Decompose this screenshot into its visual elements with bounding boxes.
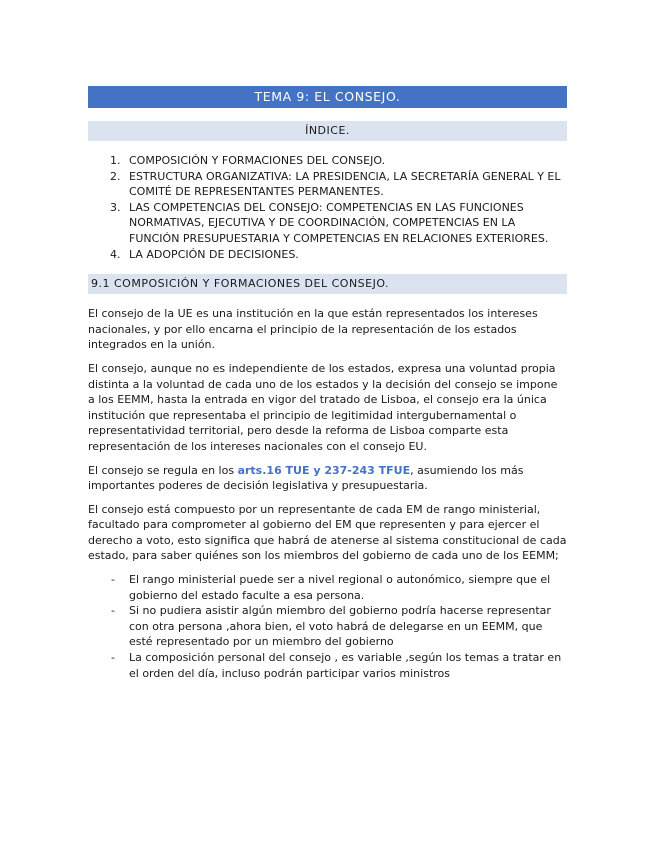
bullet-list [88, 572, 567, 681]
paragraph-text: , asumiendo los más importantes poderes de decisión legislativa y presupuestaria. [88, 463, 524, 493]
toc-item-text: COMPOSICIÓN Y FORMACIONES DEL CONSEJO. [129, 154, 386, 167]
toc-item-number: 2. [110, 169, 121, 183]
paragraph [88, 463, 567, 494]
paragraph: El consejo de la UE es una institución en la que están representados los intereses nacionales, y por ello encarna el principio de la representación de los estados integrados en la unión. [88, 307, 538, 352]
bullet-item [88, 650, 567, 681]
toc-item-text: LAS COMPETENCIAS DEL CONSEJO: COMPETENCIAS EN LAS FUNCIONES NORMATIVAS, EJECUTIVA Y DE COORDINACIÓN, COMPETENCIAS EN LA FUNCIÓN PRESUPUESTARIA Y COMPETENCIAS EN RELACIONES EXTERIORES. [129, 200, 549, 245]
bullet-item [88, 603, 567, 650]
bullet-item [88, 572, 567, 603]
bullet-text: La composición personal del consejo , es variable ,según los temas a tratar en el orden del día, incluso podrán participar varios ministros [129, 651, 562, 680]
legal-reference-link[interactable]: arts.16 TUE y 237-243 TFUE [237, 463, 411, 477]
document-title: TEMA 9: EL CONSEJO. [88, 86, 567, 108]
bullet-dash: - [111, 604, 115, 618]
toc-item-number: 1. [110, 154, 121, 167]
toc-item [88, 247, 567, 263]
toc-item-number: 3. [110, 200, 121, 214]
paragraph: El consejo, aunque no es independiente de los estados, expresa una voluntad propia distinta a la voluntad de cada uno de los estados y la decisión del consejo se impone a los EEMM, hasta la entrada en vigor del tratado de Lisboa, el consejo era la única institución que representaba el principio de legitimidad intergubernamental o representatividad territorial, pero desde la reforma de Lisboa comparte esta representación de los intereses nacionales con el consejo EU. [88, 361, 558, 453]
toc-item [88, 200, 567, 247]
toc-item [88, 169, 567, 200]
toc-item-number: 4. [110, 247, 121, 261]
index-heading: ÍNDICE. [88, 121, 567, 141]
table-of-contents [88, 153, 567, 262]
bullet-dash: - [111, 573, 115, 587]
section-heading: 9.1 COMPOSICIÓN Y FORMACIONES DEL CONSEJO. [88, 274, 567, 294]
section-body [88, 306, 567, 681]
bullet-text: Si no pudiera asistir algún miembro del gobierno podría hacerse representar con otra persona ,ahora bien, el voto habrá de delegarse en un EEMM, que esté representado por un miembro del gobierno [129, 604, 551, 649]
bullet-text: El rango ministerial puede ser a nivel regional o autonómico, siempre que el gobierno del estado faculte a esa persona. [129, 573, 551, 602]
paragraph-text: El consejo se regula en los [88, 463, 238, 477]
toc-item-text: LA ADOPCIÓN DE DECISIONES. [129, 247, 299, 261]
bullet-dash: - [111, 651, 115, 665]
toc-item [88, 153, 567, 169]
toc-item-text: ESTRUCTURA ORGANIZATIVA: LA PRESIDENCIA, LA SECRETARÍA GENERAL Y EL COMITÉ DE REPRESENTANTES PERMANENTES. [129, 169, 561, 199]
document-page [88, 86, 567, 681]
paragraph: El consejo está compuesto por un representante de cada EM de rango ministerial, facultado para comprometer al gobierno del EM que representen y para ejercer el derecho a voto, esto significa que habrá de atenerse al sistema constitucional de cada estado, para saber quiénes son los miembros del gobierno de cada uno de los EEMM; [88, 502, 567, 563]
